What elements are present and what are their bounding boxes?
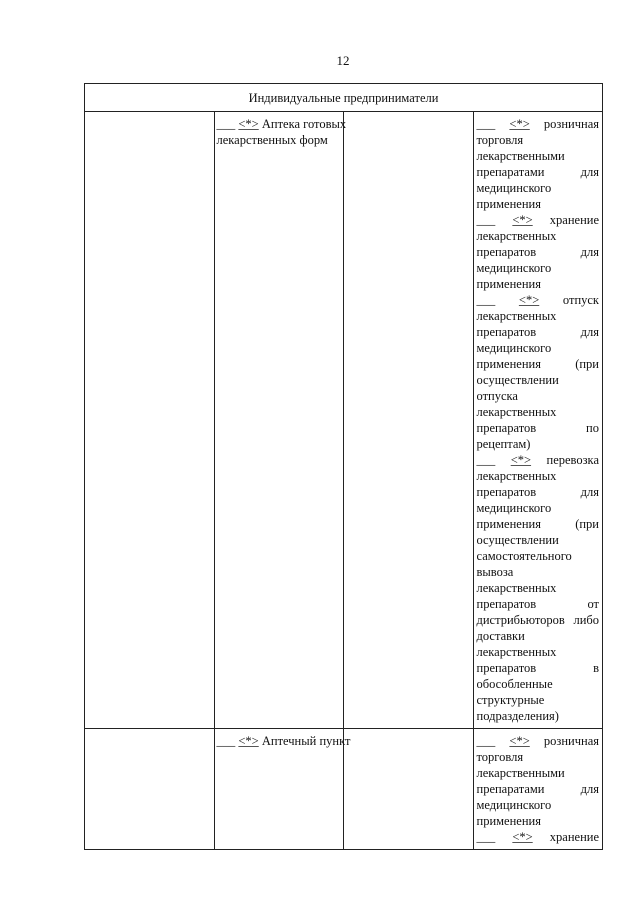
word: лекарственных xyxy=(216,133,297,147)
activity-line xyxy=(477,484,600,500)
word: медицинского xyxy=(476,261,552,275)
word: препаратами xyxy=(476,782,545,796)
word: для xyxy=(580,782,599,796)
word: от xyxy=(587,597,599,611)
section-title: Индивидуальные предприниматели xyxy=(85,84,603,112)
marker-text: <*> xyxy=(510,453,532,467)
word: препаратов xyxy=(476,485,537,499)
word: торговля xyxy=(476,133,524,147)
row-number-cell xyxy=(85,112,215,729)
word: Аптека xyxy=(261,117,301,131)
blank-field: ___ xyxy=(476,213,496,227)
activity-line xyxy=(477,372,600,388)
blank-field: ___ xyxy=(476,293,496,307)
word: розничная xyxy=(543,117,600,131)
word: препаратов xyxy=(476,597,537,611)
activity-line xyxy=(477,308,600,324)
activity-line xyxy=(477,196,600,212)
activity-line xyxy=(477,797,600,813)
word: препаратов xyxy=(476,245,537,259)
activity-line xyxy=(477,420,600,436)
word: хранение xyxy=(549,830,600,844)
blank-field: ___ xyxy=(476,453,496,467)
word: применения xyxy=(476,814,541,828)
activity-line xyxy=(477,580,600,596)
word: в xyxy=(593,661,599,675)
word: медицинского xyxy=(476,501,552,515)
word: самостоятельного xyxy=(476,549,572,563)
empty-cell xyxy=(344,112,474,729)
activity-line xyxy=(477,781,600,797)
word: либо xyxy=(573,613,599,627)
word: лекарственных xyxy=(476,645,557,659)
word: лекарственных xyxy=(476,309,557,323)
activity-line xyxy=(477,468,600,484)
word: применения xyxy=(476,357,541,371)
activity-line xyxy=(477,692,600,708)
activity-line xyxy=(477,324,600,340)
word: структурные xyxy=(476,693,545,707)
activity-line xyxy=(477,260,600,276)
word: для xyxy=(580,485,599,499)
activity-cell xyxy=(473,112,603,729)
word: рецептам) xyxy=(476,437,531,451)
blank-field: ___ xyxy=(476,734,496,748)
marker-text: <*> xyxy=(512,830,533,844)
activity-line xyxy=(477,404,600,420)
word: медицинского xyxy=(476,181,552,195)
empty-cell xyxy=(344,729,474,850)
activity-line xyxy=(477,276,600,292)
word: доставки xyxy=(476,629,525,643)
word: готовых xyxy=(303,117,347,131)
word: для xyxy=(580,325,599,339)
word: (при xyxy=(575,357,599,371)
object-name-line xyxy=(216,733,351,749)
word: препаратов xyxy=(476,421,537,435)
marker-text: <*> xyxy=(238,734,259,748)
activity-line xyxy=(477,749,600,765)
word: осуществлении xyxy=(476,533,559,547)
word: лекарственными xyxy=(476,766,565,780)
word: лекарственных xyxy=(476,469,557,483)
marker-text: <*> xyxy=(509,734,530,748)
word: применения xyxy=(476,277,541,291)
word: лекарственных xyxy=(476,405,557,419)
blank-field: ___ xyxy=(216,117,236,131)
marker-text: <*> xyxy=(238,117,259,131)
object-name-line xyxy=(216,116,347,132)
activity-line xyxy=(477,813,600,829)
activity-line xyxy=(477,596,600,612)
word: лекарственными xyxy=(476,149,565,163)
activity-line xyxy=(477,548,600,564)
word: торговля xyxy=(476,750,524,764)
activity-line xyxy=(477,244,600,260)
activity-line xyxy=(477,733,600,749)
marker-text: <*> xyxy=(509,117,530,131)
word: розничная xyxy=(543,734,600,748)
word: осуществлении xyxy=(476,373,559,387)
activity-line xyxy=(477,228,600,244)
table-row xyxy=(85,112,603,729)
page-number: 12 xyxy=(336,53,350,68)
activity-line xyxy=(477,708,600,724)
activity-line xyxy=(477,765,600,781)
word: применения xyxy=(476,197,541,211)
activity-line xyxy=(477,212,600,228)
word: отпуск xyxy=(562,293,599,307)
word: препаратов xyxy=(476,325,537,339)
activity-line xyxy=(477,292,600,308)
activity-line xyxy=(477,436,600,452)
word: обособленные xyxy=(476,677,553,691)
blank-field: ___ xyxy=(216,734,236,748)
word: пункт xyxy=(319,734,351,748)
word: лекарственных xyxy=(476,229,557,243)
row-number-cell xyxy=(85,729,215,850)
word: медицинского xyxy=(476,798,552,812)
word: для xyxy=(580,245,599,259)
word: препаратов xyxy=(476,661,537,675)
object-name-cell xyxy=(214,112,347,729)
activity-line xyxy=(477,628,600,644)
activity-line xyxy=(477,532,600,548)
word: отпуска xyxy=(476,389,518,403)
activity-line xyxy=(477,388,600,404)
word: препаратами xyxy=(476,165,545,179)
marker-text: <*> xyxy=(518,293,540,307)
activity-line xyxy=(477,564,600,580)
activity-line xyxy=(477,356,600,372)
word: дистрибьюторов xyxy=(476,613,565,627)
activity-line xyxy=(477,660,600,676)
word: по xyxy=(586,421,599,435)
activity-line xyxy=(477,500,600,516)
activity-line xyxy=(477,116,600,132)
activity-line xyxy=(477,676,600,692)
word: применения xyxy=(476,517,541,531)
word: для xyxy=(580,165,599,179)
word: медицинского xyxy=(476,341,552,355)
blank-field: ___ xyxy=(476,117,496,131)
word: форм xyxy=(299,133,328,147)
marker-text: <*> xyxy=(512,213,533,227)
activity-line xyxy=(477,340,600,356)
blank-field: ___ xyxy=(476,830,496,844)
word: (при xyxy=(575,517,599,531)
table-row xyxy=(85,729,603,850)
word: вывоза xyxy=(476,565,514,579)
activity-line xyxy=(477,132,600,148)
activity-line xyxy=(477,516,600,532)
word: подразделения) xyxy=(476,709,559,723)
activity-line xyxy=(477,452,600,468)
object-name-cell xyxy=(214,729,351,850)
word: Аптечный xyxy=(261,734,317,748)
activity-line xyxy=(477,644,600,660)
word: лекарственных xyxy=(476,581,557,595)
activity-cell xyxy=(473,729,603,850)
object-name-line xyxy=(217,132,341,148)
word: хранение xyxy=(549,213,600,227)
activity-line xyxy=(477,829,600,845)
activity-line xyxy=(477,612,600,628)
word: перевозка xyxy=(546,453,599,467)
activity-line xyxy=(477,148,600,164)
activity-line xyxy=(477,180,600,196)
registry-table xyxy=(84,83,603,850)
activity-line xyxy=(477,164,600,180)
